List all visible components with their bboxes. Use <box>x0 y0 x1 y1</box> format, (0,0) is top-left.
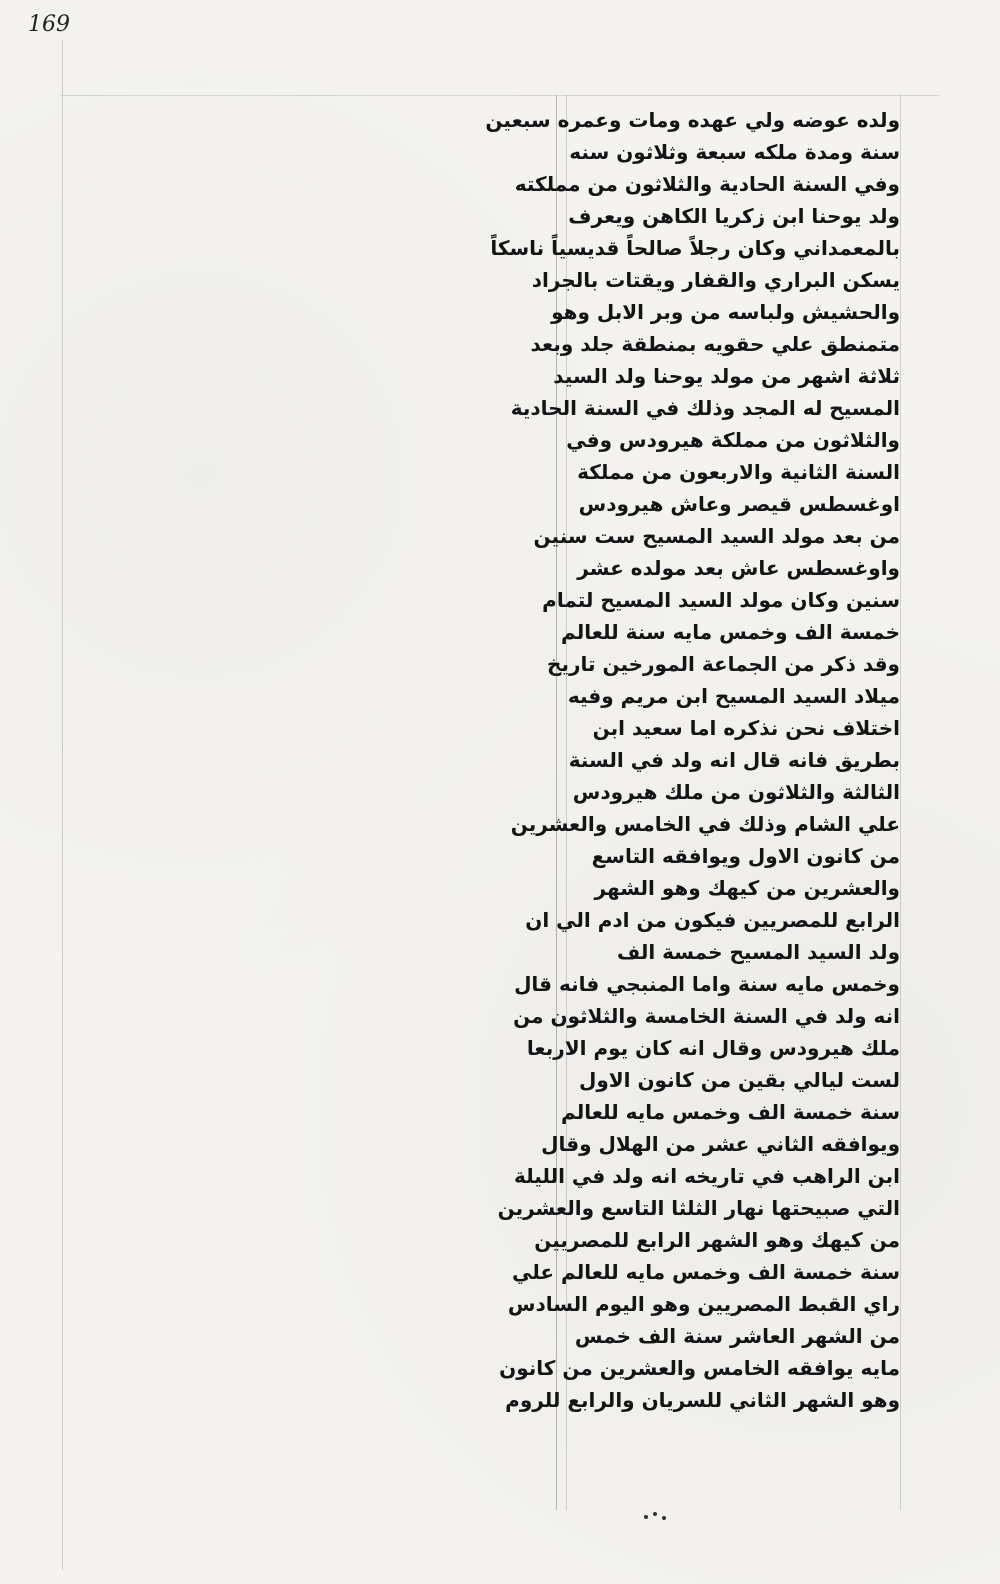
text-line: يسكن البراري والقفار ويقتات بالجراد <box>531 268 900 292</box>
text-line: وهو الشهر الثاني للسريان والرابع للروم <box>505 1388 900 1412</box>
text-line: التي صبيحتها نهار الثلثا التاسع والعشرين <box>497 1196 900 1220</box>
text-line: وفي السنة الحادية والثلاثون من مملكته <box>514 172 900 196</box>
text-line: واوغسطس عاش بعد مولده عشر <box>577 556 900 580</box>
text-line: لست ليالي بقين من كانون الاول <box>578 1068 900 1092</box>
text-line: ولده عوضه ولي عهده ومات وعمره سبعين <box>485 108 900 132</box>
text-line: اختلاف نحن نذكره اما سعيد ابن <box>592 716 900 740</box>
text-line: ابن الراهب في تاريخه انه ولد في الليلة <box>513 1164 900 1188</box>
text-line: من كيهك وهو الشهر الرابع للمصريين <box>534 1228 900 1252</box>
text-line: سنة خمسة الف وخمس مايه للعالم <box>561 1100 900 1124</box>
text-block-rule-right <box>900 95 901 1510</box>
text-line: من بعد مولد السيد المسيح ست سنين <box>533 524 900 548</box>
text-line: ولد السيد المسيح خمسة الف <box>617 940 900 964</box>
text-line: بطريق فانه قال انه ولد في السنة <box>568 748 900 772</box>
text-line: ويوافقه الثاني عشر من الهلال وقال <box>541 1132 900 1156</box>
text-line: سنين وكان مولد السيد المسيح لتمام <box>542 588 900 612</box>
text-line: ثلاثة اشهر من مولد يوحنا ولد السيد <box>553 364 900 388</box>
text-line: وخمس مايه سنة واما المنبجي فانه قال <box>514 972 900 996</box>
text-line: متمنطق علي حقويه بمنطقة جلد وبعد <box>530 332 900 356</box>
ornament-dots-icon <box>640 1508 670 1529</box>
text-line: سنة ومدة ملكه سبعة وثلاثون سنه <box>569 140 900 164</box>
manuscript-text-block <box>485 104 900 1416</box>
text-line: ولد يوحنا ابن زكريا الكاهن ويعرف <box>568 204 900 228</box>
text-line: الثالثة والثلاثون من ملك هيرودس <box>572 780 900 804</box>
text-line: سنة خمسة الف وخمس مايه للعالم علي <box>511 1260 900 1284</box>
text-line: المسيح له المجد وذلك في السنة الحادية <box>510 396 900 420</box>
text-line: الرابع للمصريين فيكون من ادم الي ان <box>525 908 900 932</box>
text-line: انه ولد في السنة الخامسة والثلاثون من <box>513 1004 900 1028</box>
margin-rule-left <box>62 40 63 1570</box>
text-line: وقد ذكر من الجماعة المورخين تاريخ <box>547 652 900 676</box>
text-line: اوغسطس قيصر وعاش هيرودس <box>578 492 900 516</box>
text-line: والعشرين من كيهك وهو الشهر <box>594 876 900 900</box>
text-line: ميلاد السيد المسيح ابن مريم وفيه <box>567 684 900 708</box>
text-line: بالمعمداني وكان رجلاً صالحاً قديسياً ناسكاً <box>490 236 900 260</box>
text-line: راي القبط المصريين وهو اليوم السادس <box>507 1292 900 1316</box>
text-line: والحشيش ولباسه من وبر الابل وهو <box>551 300 900 324</box>
text-line: والثلاثون من مملكة هيرودس وفي <box>566 428 900 452</box>
margin-rule-top <box>60 95 940 96</box>
text-line: خمسة الف وخمس مايه سنة للعالم <box>561 620 900 644</box>
text-line: ملك هيرودس وقال انه كان يوم الاربعا <box>526 1036 900 1060</box>
text-line: علي الشام وذلك في الخامس والعشرين <box>510 812 900 836</box>
folio-number: 169 <box>28 12 70 37</box>
text-line: من الشهر العاشر سنة الف خمس <box>574 1324 900 1348</box>
text-line: السنة الثانية والاربعون من مملكة <box>577 460 900 484</box>
text-line: مايه يوافقه الخامس والعشرين من كانون <box>499 1356 900 1380</box>
text-line: من كانون الاول ويوافقه التاسع <box>591 844 900 868</box>
